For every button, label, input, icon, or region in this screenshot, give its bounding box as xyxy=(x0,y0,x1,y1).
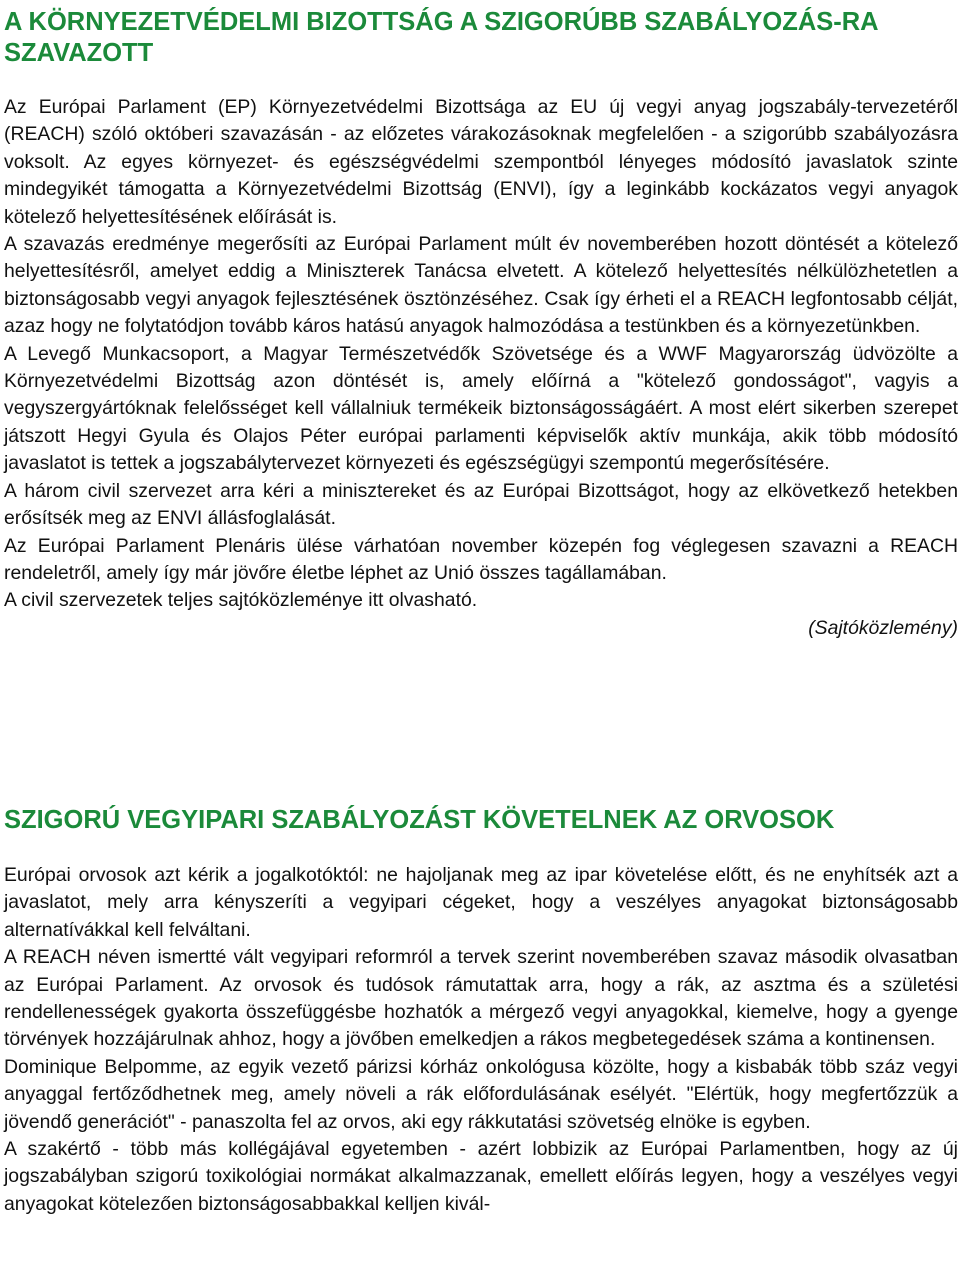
paragraph: A szakértő - több más kollégájával egyetemben - azért lobbizik az Európai Parlamentben, hogy az új jogszabályban szigorú toxikológiai normákat alkalmazzanak, emellett előírás legyen, hogy a veszélyes vegyi anyagokat kötelezően biztonságosabbakkal kelljen kivál- xyxy=(4,1138,958,1215)
paragraph: A szavazás eredménye megerősíti az Európai Parlament múlt év novemberében hozott döntését a kötelező helyettesítésről, amelyet eddig a Miniszterek Tanácsa elvetett. A kötelező helyettesítés nélkülözhetetlen a biztonságosabb vegyi anyagok fejlesztésének ösztönzéséhez. Csak így érheti el a REACH legfontosabb célját, azaz hogy ne folytatódjon tovább káros hatású anyagok halmozódása a testünkben és a környezetünkben. xyxy=(4,233,958,338)
paragraph: Európai orvosok azt kérik a jogalkotóktól: ne hajoljanak meg az ipar követelése előtt, és ne enyhítsék azt a javaslatot, mely arra kényszeríti a vegyipari cégeket, hogy a veszélyes anyagokat biztonságosabb alternatívákkal kell felváltani. xyxy=(4,864,958,941)
article-body xyxy=(4,94,958,642)
paragraph: Dominique Belpomme, az egyik vezető párizsi kórház onkológusa közölte, hogy a kisbabák több száz vegyi anyaggal fertőződhetnek meg, amely növeli a rák előfordulásának esélyét. "Elértük, hogy megfertőzzük a jövendő generációt" - panaszolta fel az orvos, aki egy rákkutatási szövetség elnöke is egyben. xyxy=(4,1055,958,1133)
attribution: (Sajtóközlemény) xyxy=(808,616,958,639)
paragraph: A civil szervezetek teljes sajtóközleménye itt olvasható. xyxy=(4,589,478,612)
paragraph: Az Európai Parlament (EP) Környezetvédelmi Bizottsága az EU új vegyi anyag jogszabály-tervezetéről (REACH) szóló októberi szavazásán - az előzetes várakozásoknak megfelelően - a szigorúbb szabályozásra voksolt. Az egyes környezet- és egészségvédelmi szempontból lényeges módosító javaslatok szinte mindegyikét támogatta a Környezetvédelmi Bizottság (ENVI), így a leginkább kockázatos vegyi anyagok kötelező helyettesítésének előírását is. xyxy=(4,96,958,228)
article-title: SZIGORÚ VEGYIPARI SZABÁLYOZÁST KÖVETELNEK AZ ORVOSOK xyxy=(4,806,835,834)
article-title: A KÖRNYEZETVÉDELMI BIZOTTSÁG A SZIGORÚBB SZABÁLYOZÁS-RA SZAVAZOTT xyxy=(4,8,878,67)
paragraph: A három civil szervezet arra kéri a minisztereket és az Európai Bizottságot, hogy az elkövetkező hetekben erősítsék meg az ENVI állásfoglalását. xyxy=(4,479,958,530)
paragraph: A Levegő Munkacsoport, a Magyar Természetvédők Szövetsége és a WWF Magyarország üdvözölte a Környezetvédelmi Bizottság azon döntését is, amely előírná a "kötelező gondosságot", vagyis a vegyszergyártóknak felelősséget kell vállalniuk termékeik biztonságosságáért. A most elért sikerben szerepet játszott Hegyi Gyula és Olajos Péter európai parlamenti képviselők aktív munkája, akik több módosító javaslatot is tettek a jogszabálytervezet környezeti és egészségügyi szempontú megerősítésére. xyxy=(4,342,958,475)
article-body xyxy=(4,862,958,1218)
paragraph: Az Európai Parlament Plenáris ülése várhatóan november közepén fog véglegesen szavazni a REACH rendeletről, amely így már jövőre életbe léphet az Unió összes tagállamában. xyxy=(4,534,958,584)
paragraph: A REACH néven ismertté vált vegyipari reformról a tervek szerint novemberében szavaz második olvasatban az Európai Parlament. Az orvosok és tudósok rámutattak arra, hogy a rák, az asztma és a születési rendellenességek gyakorta összefüggésbe hozhatók a mérgező vegyi anyagokkal, kiemelve, hogy a gyenge törvények hozzájárulnak ahhoz, hogy a jövőben emelkedjen a rákos megbetegedések száma a kontinensen. xyxy=(4,946,958,1051)
